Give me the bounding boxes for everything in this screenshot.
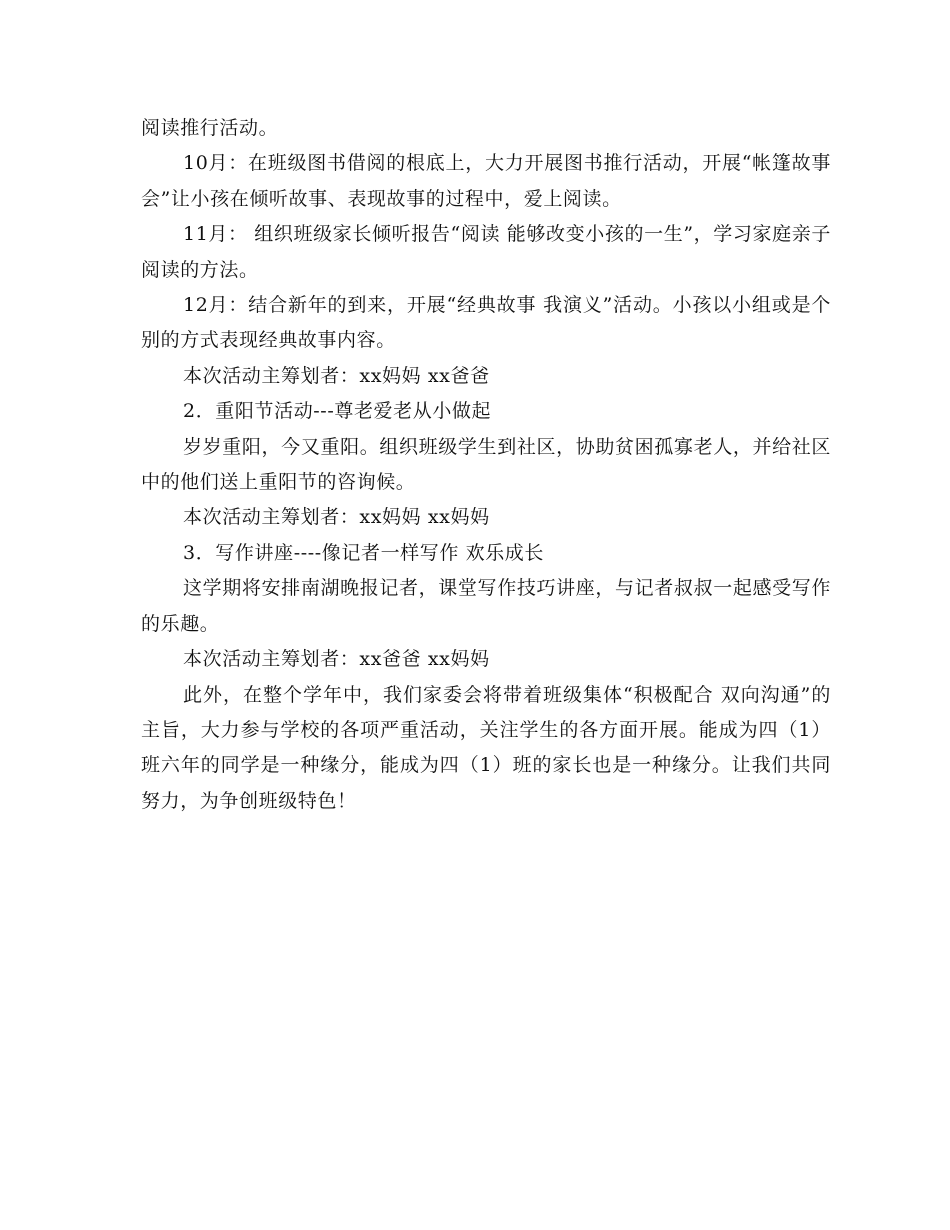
heading-writing-lecture: 3．写作讲座----像记者一样写作 欢乐成长 bbox=[183, 541, 545, 564]
paragraph-reading-promotion-end: 阅读推行活动。 bbox=[141, 117, 279, 139]
paragraph-organizers-2: 本次活动主筹划者：xx妈妈 xx妈妈 bbox=[183, 506, 490, 529]
paragraph-writing-lecture: 这学期将安排南湖晚报记者，课堂写作技巧讲座，与记者叔叔一起感受写作的乐趣。 bbox=[141, 577, 831, 635]
paragraph-double-ninth: 岁岁重阳，今又重阳。组织班级学生到社区，协助贫困孤寡老人，并给社区中的他们送上重阳节的咨询候。 bbox=[141, 435, 831, 494]
heading-double-ninth-activity: 2．重阳节活动---尊老爱老从小做起 bbox=[183, 400, 492, 423]
paragraph-organizers-3: 本次活动主筹划者：xx爸爸 xx妈妈 bbox=[183, 648, 490, 671]
paragraph-conclusion: 此外，在整个学年中，我们家委会将带着班级集体“积极配合 双向沟通”的主旨，大力参与学校的各项严重活动，关注学生的各方面开展。能成为四（1）班六年的同学是一种缘分，能成为四（1）班的家长也是一种缘分。让我们共同努力，为争创班级特色！ bbox=[141, 683, 831, 812]
paragraph-october: 10月：在班级图书借阅的根底上，大力开展图书推行活动，开展“帐篷故事会”让小孩在倾听故事、表现故事的过程中，爱上阅读。 bbox=[141, 152, 831, 210]
paragraph-december: 12月：结合新年的到来，开展“经典故事 我演义”活动。小孩以小组或是个别的方式表现经典故事内容。 bbox=[141, 294, 831, 352]
paragraph-november: 11月： 组织班级家长倾听报告“阅读 能够改变小孩的一生”，学习家庭亲子阅读的方法。 bbox=[141, 223, 831, 281]
document-body bbox=[141, 111, 831, 819]
paragraph-organizers-1: 本次活动主筹划者：xx妈妈 xx爸爸 bbox=[183, 364, 490, 387]
